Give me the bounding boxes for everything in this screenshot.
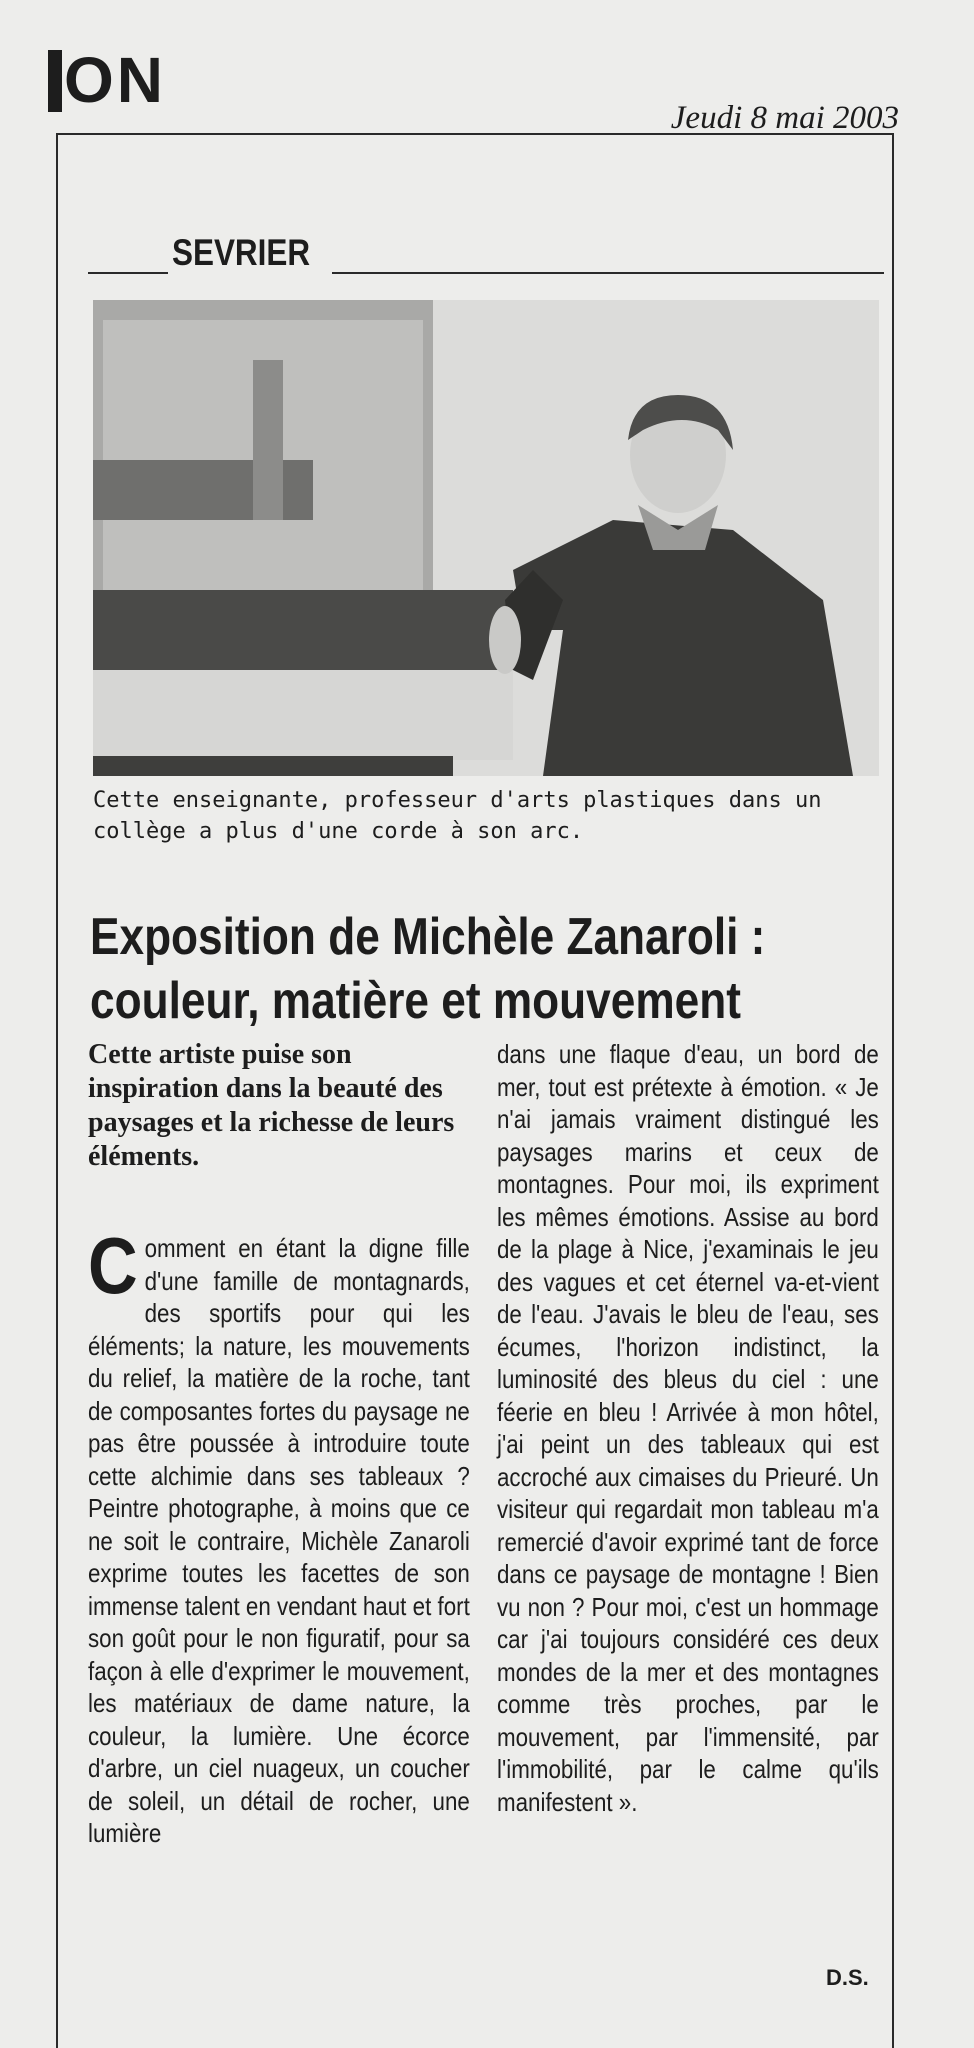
publication-date: Jeudi 8 mai 2003 — [670, 100, 899, 136]
article-column-right — [497, 1038, 881, 1818]
article-lead: Cette artiste puise son inspiration dans la beauté des paysages et la richesse de leurs éléments. — [88, 1039, 455, 1172]
photo-woman-leaning-on-table-icon — [93, 300, 879, 776]
section-rubric — [88, 232, 884, 278]
masthead-text: ON — [64, 44, 166, 116]
masthead — [40, 44, 166, 116]
article-column-left — [88, 1038, 470, 1850]
photo-caption: Cette enseignante, professeur d'arts plastiques dans un collège a plus d'une corde à son arc. — [93, 788, 822, 844]
article-body-left — [88, 1221, 470, 1850]
rubric-label: SEVRIER — [172, 232, 311, 273]
headline-line-2: couleur, matière et mouvement — [90, 972, 741, 1030]
body-left-text: omment en étant la digne fille d'une famille de montagnards, des sportifs pour qui les éléments; la nature, les mouvements du relief, la matière de la roche, tant de composantes fortes du paysage ne pas être poussée à introduire toute cette alchimie dans ses tableaux ? Peintre photographe, à moins que ce ne soit le contraire, Michèle Zanaroli exprime toutes les facettes de son immense talent en vendant haut et fort son goût pour le non figuratif, pour sa façon à elle d'exprimer le mouvement, les matériaux de dame nature, la couleur, la lumière. Une écorce d'arbre, un ciel nuageux, un coucher de soleil, un détail de rocher, une lumière — [88, 1233, 470, 1848]
rubric-rule-left — [88, 272, 168, 274]
article-headline — [90, 905, 770, 1033]
author-signature: D.S. — [826, 1965, 869, 1990]
headline-line-1: Exposition de Michèle Zanaroli : — [90, 908, 766, 966]
article-body-right: dans une flaque d'eau, un bord de mer, tout est prétexte à émotion. « Je n'ai jamais vraiment distingué les paysages marins et ceux de montagnes. Pour moi, ils expriment les mêmes émotions. Assise au bord de la plage à Nice, j'examinais le jeu des vagues et cet éternel va-et-vient de l'eau. J'avais le bleu de l'eau, ses écumes, l'horizon indistinct, la luminosité des bleus du ciel : une féerie en bleu ! Arrivée à mon hôtel, j'ai peint un des tableaux qui est accroché aux cimaises du Prieuré. Un visiteur qui regardait mon tableau m'a remercié d'avoir exprimé tant de force dans ce paysage de montagne ! Bien vu non ? Pour moi, c'est un hommage car j'ai toujours considéré ces deux mondes de la mer et des montagnes comme très proches, par le mouvement, par l'immensité, par l'immobilité, par le calme qu'ils manifestent ». — [497, 1039, 879, 1817]
rubric-rule-right — [332, 272, 884, 274]
article-photo — [93, 300, 879, 776]
drop-cap: C — [88, 1221, 138, 1310]
